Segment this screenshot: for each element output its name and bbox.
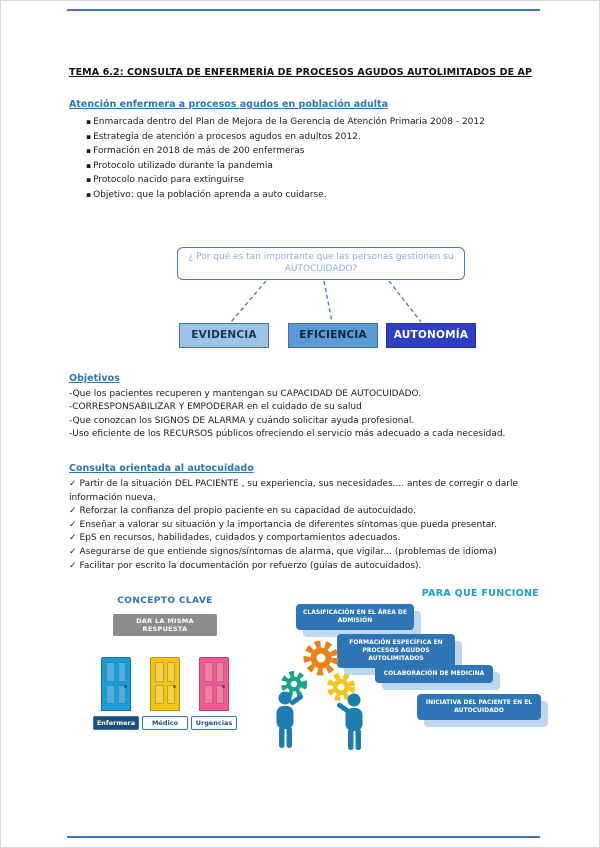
check-icon: ✓ <box>69 560 77 571</box>
objetivos-list <box>69 388 539 442</box>
step-colaboracion: COLABORACIÓN DE MEDICINA <box>375 665 493 683</box>
bullet-item: ▪ Protocolo utilizado durante la pandemia <box>86 159 539 174</box>
door-knob <box>124 685 127 688</box>
door-urgencias <box>191 657 237 730</box>
person-figure <box>336 694 363 751</box>
check-item <box>69 519 539 533</box>
check-item-text: EpS en recursos, habilidades, cuidados y comportamientos adecuados. <box>79 533 401 544</box>
atencion-bullet-list <box>69 115 539 203</box>
check-icon: ✓ <box>69 546 77 557</box>
bullet-item: ▪ Enmarcada dentro del Plan de Mejora de la Gerencia de Atención Primaria 2008 - 2012 <box>86 115 539 130</box>
door-knob <box>222 685 225 688</box>
objetivo-item: -Uso eficiente de los RECURSOS públicos ofreciendo el servicio más adecuado a cada necesidad. <box>69 429 506 440</box>
check-item <box>69 478 539 505</box>
door-graphic <box>199 657 229 711</box>
bullet-item: ▪ Objetivo: que la población aprenda a auto cuidarse. <box>86 188 539 203</box>
door-label-medico: Médico <box>142 716 188 730</box>
check-icon: ✓ <box>69 506 77 517</box>
people-gears-illustration <box>259 632 377 752</box>
person-figure <box>277 692 305 749</box>
step-formacion: FORMACIÓN ESPECÍFICA EN PROCESOS AGUDOS AUTOLIMITADOS <box>337 634 455 668</box>
door-enfermera <box>93 657 139 730</box>
objetivo-item: -Que conozcan los SIGNOS DE ALARMA y cuándo solicitar ayuda profesional. <box>69 415 415 426</box>
check-item <box>69 560 539 574</box>
check-item-text: Asegurarse de que entiende signos/síntomas de alarma, que vigilar... (problemas de idioma) <box>79 546 497 557</box>
page-title: TEMA 6.2: CONSULTA DE ENFERMERÍA DE PROCESOS AGUDOS AUTOLIMITADOS DE AP <box>69 67 533 78</box>
door-label-enfermera: Enfermera <box>93 716 139 730</box>
concepto-clave-title: CONCEPTO CLAVE <box>117 596 213 607</box>
check-item-text: Partir de la situación DEL PACIENTE , su experiencia, sus necesidades.... antes de corregir o darle información nueva. <box>69 478 519 503</box>
door-knob <box>173 685 176 688</box>
check-item-text: Reforzar la confianza del propio paciente en su capacidad de autocuidado. <box>79 506 416 517</box>
door-graphic <box>101 657 131 711</box>
check-item-text: Facilitar por escrito la documentación por refuerzo (guías de autocuidados). <box>79 560 422 571</box>
check-icon: ✓ <box>69 478 77 489</box>
check-item <box>69 505 539 519</box>
objetivo-item: -Que los pacientes recuperen y mantengan su CAPACIDAD DE AUTOCUIDADO. <box>69 388 422 399</box>
autonomia-box: AUTONOMÍA <box>386 323 476 348</box>
evidencia-box: EVIDENCIA <box>179 323 269 348</box>
question-callout-box <box>177 247 465 280</box>
check-icon: ✓ <box>69 519 77 530</box>
consulta-check-list <box>69 478 539 573</box>
section-heading-atencion: Atención enfermera a procesos agudos en población adulta <box>69 99 388 110</box>
section-heading-consulta: Consulta orientada al autocuidado <box>69 462 254 474</box>
section-heading-objetivos: Objetivos <box>69 372 120 384</box>
check-item <box>69 546 539 560</box>
bullet-item: ▪ Protocolo nacido para extinguirse <box>86 173 539 188</box>
concepto-clave-figure <box>89 596 241 730</box>
diagram-boxes-row <box>179 323 539 349</box>
door-label-urgencias: Urgencias <box>191 716 237 730</box>
check-icon: ✓ <box>69 533 77 544</box>
check-item <box>69 532 539 546</box>
question-text: ¿ Por qué es tan importante que las personas gestionen su AUTOCUIDADO? <box>188 251 454 275</box>
check-item-text: Enseñar a valorar su situación y la importancia de diferentes síntomas que pueda presentar. <box>79 519 497 530</box>
bullet-item: ▪ Formación en 2018 de más de 200 enfermeras <box>86 144 539 159</box>
step-iniciativa: INICIATIVA DEL PACIENTE EN EL AUTOCUIDADO <box>417 694 541 720</box>
door-medico <box>142 657 188 730</box>
step-clasificacion: CLASIFICACIÓN EN EL ÁREA DE ADMISIÓN <box>296 604 414 630</box>
para-que-funcione-title: PARA QUE FUNCIONE <box>421 588 539 600</box>
doors-row <box>93 657 237 730</box>
objetivo-item: -CORRESPONSABILIZAR Y EMPODERAR en el cuidado de su salud <box>69 402 362 413</box>
dashed-connector-lines <box>69 280 541 323</box>
misma-respuesta-banner: DAR LA MISMA RESPUESTA <box>113 614 217 636</box>
bottom-border-rule <box>67 836 540 838</box>
bottom-figures <box>69 588 539 758</box>
bullet-item: ▪ Estrategia de atención a procesos agudos en adultos 2012. <box>86 130 539 145</box>
top-border-rule <box>67 9 540 11</box>
door-graphic <box>150 657 180 711</box>
eficiencia-box: EFICIENCIA <box>288 323 378 348</box>
